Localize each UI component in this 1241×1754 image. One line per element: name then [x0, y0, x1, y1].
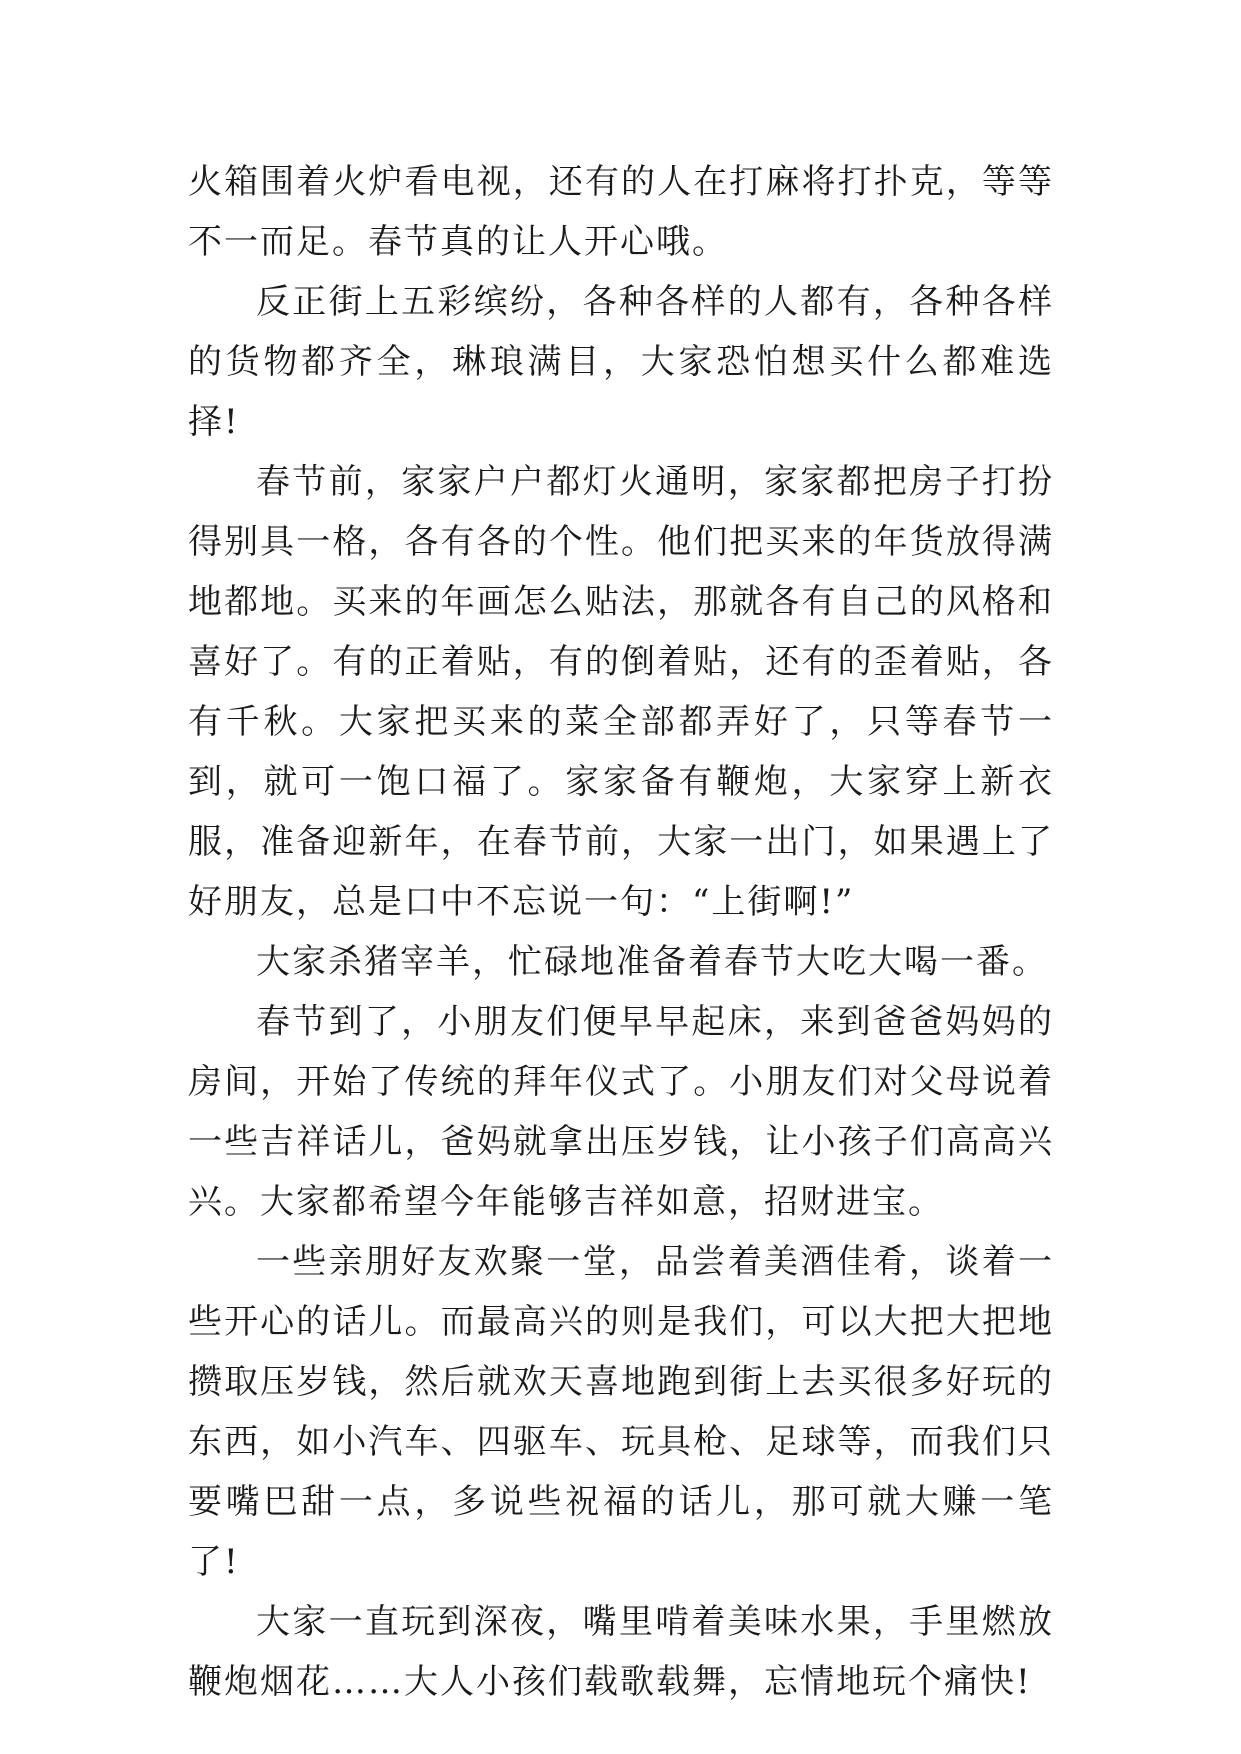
- paragraph-5: 春节到了，小朋友们便早早起床，来到爸爸妈妈的房间，开始了传统的拜年仪式了。小朋友们对父母说着一些吉祥话儿，爸妈就拿出压岁钱，让小孩子们高高兴兴。大家都希望今年能够吉祥如意，招财进宝。: [188, 1002, 1054, 1222]
- paragraph-2: 反正街上五彩缤纷，各种各样的人都有，各种各样的货物都齐全，琳琅满目，大家恐怕想买什么都难选择!: [188, 282, 1054, 442]
- paragraph-7: 大家一直玩到深夜，嘴里啃着美味水果，手里燃放鞭炮烟花……大人小孩们载歌载舞，忘情地玩个痛快!: [188, 1602, 1054, 1702]
- paragraph-1: 火箱围着火炉看电视，还有的人在打麻将打扑克，等等不一而足。春节真的让人开心哦。: [188, 162, 1054, 262]
- paragraph-4: 大家杀猪宰羊，忙碌地准备着春节大吃大喝一番。: [256, 942, 1048, 982]
- paragraph-3: 春节前，家家户户都灯火通明，家家都把房子打扮得别具一格，各有各的个性。他们把买来的年货放得满地都地。买来的年画怎么贴法，那就各有自己的风格和喜好了。有的正着贴，有的倒着贴，还有的歪着贴，各有千秋。大家把买来的菜全部都弄好了，只等春节一到，就可一饱口福了。家家备有鞭炮，大家穿上新衣服，准备迎新年，在春节前，大家一出门，如果遇上了好朋友，总是口中不忘说一句：“上街啊!”: [188, 462, 1054, 922]
- paragraph-6: 一些亲朋好友欢聚一堂，品尝着美酒佳肴，谈着一些开心的话儿。而最高兴的则是我们，可以大把大把地攒取压岁钱，然后就欢天喜地跑到街上去买很多好玩的东西，如小汽车、四驱车、玩具枪、足球等，而我们只要嘴巴甜一点，多说些祝福的话儿，那可就大赚一笔了!: [188, 1242, 1054, 1582]
- document-body: [188, 152, 1054, 1712]
